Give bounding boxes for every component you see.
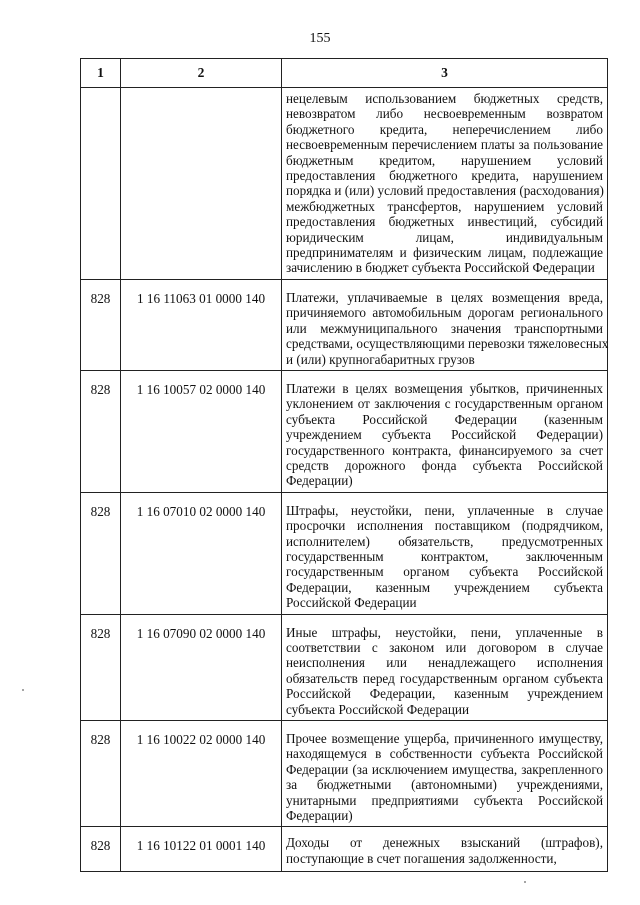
- description-line: Штрафы, неустойки, пени, уплаченные в случае: [286, 502, 603, 518]
- description-line: субъекта Российской Федерации: [286, 701, 470, 717]
- budget-code-cell: 1 16 07090 02 0000 140: [121, 614, 282, 720]
- description-line: унитарными предприятиями субъекта Российской: [286, 792, 603, 808]
- description-line: субъекта Российской Федерации (казенным: [286, 411, 603, 427]
- description-cell: [282, 614, 608, 720]
- description-line: зачислению в бюджет субъекта Российской Федерации: [286, 260, 595, 276]
- description-line: Иные штрафы, неустойки, пени, уплаченные в: [286, 624, 603, 640]
- budget-code-cell: 1 16 07010 02 0000 140: [121, 492, 282, 614]
- description-line: Федерации (за исключением имущества, закрепленного: [286, 761, 603, 777]
- column-header-1: 1: [81, 59, 121, 88]
- table-row: [81, 370, 608, 492]
- description-line: неисполнения или ненадлежащего исполнения: [286, 655, 603, 671]
- description-line: государственным контрактом, заключенным: [286, 548, 603, 564]
- column-header-2: 2: [121, 59, 282, 88]
- description-line: поступающие в счет погашения задолженности,: [286, 850, 557, 866]
- table-row: [81, 279, 608, 370]
- budget-codes-table: [80, 58, 608, 872]
- budget-code-cell: 1 16 10057 02 0000 140: [121, 370, 282, 492]
- description-line: бюджетного кредита, неперечислением либо: [286, 121, 603, 137]
- description-line: Платежи в целях возмещения убытков, причиненных: [286, 380, 603, 396]
- table-row: [81, 721, 608, 827]
- admin-code-cell: 828: [81, 370, 121, 492]
- description-cell: [282, 88, 608, 280]
- description-line: просрочки исполнения поставщиком (подрядчиком,: [286, 518, 603, 534]
- description-line: бюджетным кредитом, нарушением условий: [286, 152, 603, 168]
- description-line: и (или) крупногабаритных грузов: [286, 351, 475, 367]
- description-cell: [282, 279, 608, 370]
- description-line: Доходы от денежных взысканий (штрафов),: [286, 835, 603, 851]
- description-line: исполнителем) обязательств, предусмотренных: [286, 533, 603, 549]
- description-cell: [282, 827, 608, 872]
- description-line: невозвратом либо несвоевременным возвратом: [286, 106, 603, 122]
- description-line: соответствии с законом или договором в случае: [286, 640, 603, 655]
- description-line: государственным органом субъекта Российской: [286, 564, 603, 580]
- description-line: уклонением от заключения с государственным органом: [286, 396, 603, 412]
- description-line: причиняемого автомобильным дорогам регионального: [286, 305, 603, 321]
- description-line: государственного контракта, финансируемого за счет: [286, 442, 603, 458]
- description-line: Российской Федерации: [286, 595, 417, 611]
- admin-code-cell: 828: [81, 827, 121, 872]
- table-row-continuation: [81, 88, 608, 280]
- column-header-3: 3: [282, 59, 608, 88]
- scan-speck: [22, 689, 24, 691]
- table-header-row: [81, 59, 608, 88]
- description-line: предоставления бюджетных инвестиций, субсидий: [286, 214, 603, 230]
- description-line: Федерации): [286, 473, 353, 489]
- description-line: средствами, осуществляющими перевозки тяжеловесных: [286, 336, 609, 352]
- description-line: Прочее возмещение ущерба, причиненного имуществу,: [286, 731, 603, 747]
- description-line: Федерации): [286, 808, 353, 824]
- description-line: Российской Федерации, казенным учреждением: [286, 686, 603, 702]
- description-line: предоставления бюджетного кредита, нарушением: [286, 168, 603, 184]
- empty-cell: [121, 88, 282, 280]
- scan-speck: [524, 881, 526, 883]
- description-line: юридическим лицам, индивидуальным: [286, 229, 603, 245]
- description-line: порядка и (или) условий предоставления (расходования): [286, 183, 604, 199]
- description-line: несвоевременным перечислением платы за пользование: [286, 137, 603, 153]
- budget-code-cell: 1 16 10122 01 0001 140: [121, 827, 282, 872]
- admin-code-cell: 828: [81, 279, 121, 370]
- description-line: Платежи, уплачиваемые в целях возмещения вреда,: [286, 289, 603, 305]
- description-line: Федерации, казенным учреждением субъекта: [286, 579, 603, 595]
- admin-code-cell: 828: [81, 492, 121, 614]
- empty-cell: [81, 88, 121, 280]
- table-row: [81, 492, 608, 614]
- description-line: предпринимателям и физическим лицам, подлежащие: [286, 245, 603, 261]
- description-cell: [282, 721, 608, 827]
- admin-code-cell: 828: [81, 614, 121, 720]
- admin-code-cell: 828: [81, 721, 121, 827]
- description-line: средств дорожного фонда субъекта Российской: [286, 457, 603, 473]
- description-line: учреждением субъекта Российской Федерации): [286, 427, 603, 443]
- budget-code-cell: 1 16 11063 01 0000 140: [121, 279, 282, 370]
- description-line: или межмуниципального значения транспортными: [286, 320, 603, 336]
- description-line: межбюджетных трансфертов, нарушением условий: [286, 198, 603, 214]
- budget-code-cell: 1 16 10022 02 0000 140: [121, 721, 282, 827]
- page-number: 155: [309, 31, 331, 46]
- description-line: за бюджетными (автономными) учреждениями,: [286, 777, 603, 793]
- table-row: [81, 827, 608, 872]
- description-cell: [282, 370, 608, 492]
- table-row: [81, 614, 608, 720]
- description-cell: [282, 492, 608, 614]
- description-line: обязательств перед государственным органом субъекта: [286, 670, 603, 686]
- description-line: находящемуся в собственности субъекта Российской: [286, 746, 603, 762]
- description-line: нецелевым использованием бюджетных средств,: [286, 91, 603, 106]
